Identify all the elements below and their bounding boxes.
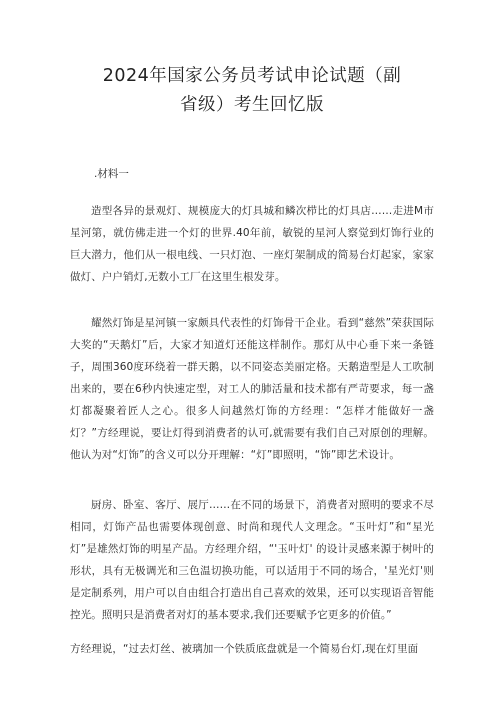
title-line-2: 省级）考生回忆版 xyxy=(180,95,324,115)
document-title xyxy=(70,0,434,120)
section-label: .材料一 xyxy=(94,168,129,180)
paragraph-3: 厨房、卧室、客厅、展厅……在不同的场景下，消费者对照明的要求不尽相同，灯饰产品也需要体现创意、时尚和现代人文理念。“玉叶灯”和“星光灯”是雄然灯饰的明星产品。方经理介绍，“'玉叶灯' 的设计灵感来源于树叶的形状，具有无极调光和三色温切换功能，可以适用于不同的场合，'星光灯'则是定制系列，用户可以自由组合打造出自己喜欢的效果，还可以实现语音智能控光。照明只是消费者对灯的基本要求,我们还要赋予它更多的价值。” xyxy=(70,499,434,621)
paragraph-2: 耀然灯饰是星河镇一家颇具代表性的灯饰骨干企业。看到“慈然”荣获国际大奖的“天鹅灯”后，大家才知道灯还能这样制作。那灯从中心垂下来一条链子，周围360度环绕着一群天鹅，以不同姿态美丽定格。天鹅造型是人工吹制出来的，要在6秒内快速定型，对工人的肺活量和技术都有严苛要求，每一盏灯都凝聚着匠人之心。很多人问越然灯饰的方经理：“怎样才能做好一盏灯？”方经理说，要让灯得到消费者的认可,就需要有我们自己对原创的理解。他认为对“灯饰”的含义可以分开理解：“灯”即照明，“饰”即艺术设计。 xyxy=(70,317,434,461)
paragraph-4: 方经理说，“过去灯丝、被璃加一个铁质底盘就是一个简易台灯,现在灯里面 xyxy=(70,643,419,655)
paragraph-1: 造型各异的景观灯、规模庞大的灯具城和鳞次栉比的灯具店……走进M市星河第，就仿佛走进一个灯的世界.40年前，敏锐的星河人察觉到灯饰行业的巨大潜力，他们从一根电线、一只灯泡、一座灯架制成的简易台灯起家，家家做灯、户户销灯,无数小工厂在这里生根发芽。 xyxy=(70,205,434,283)
title-line-1: 2024年国家公务员考试申论试题（副 xyxy=(102,66,402,86)
